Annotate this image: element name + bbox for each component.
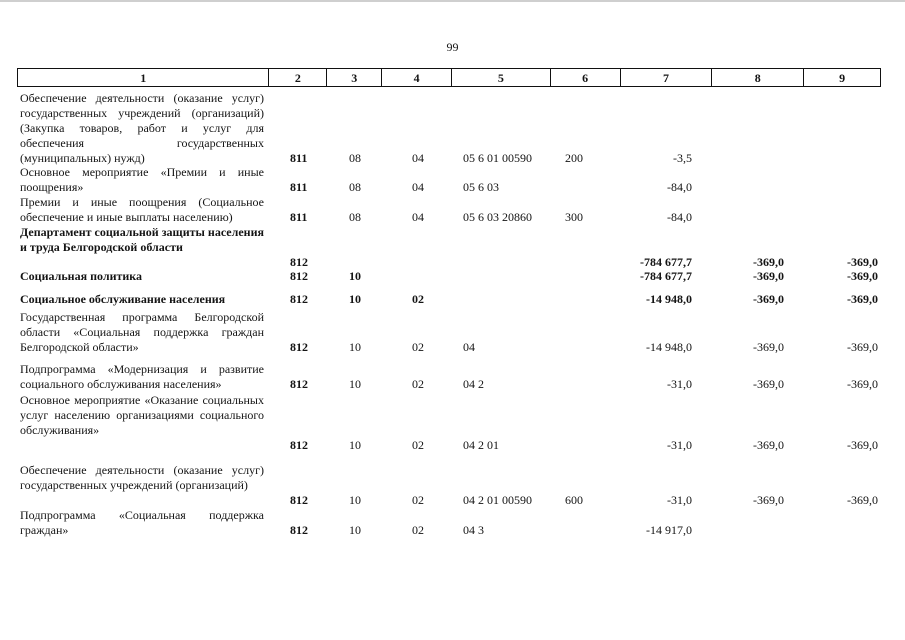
cell-c2: 811 (290, 180, 308, 194)
cell-c3: 08 (349, 180, 361, 194)
header-col-4: 4 (381, 69, 451, 86)
cell-c3: 10 (349, 377, 361, 391)
table-header (17, 68, 881, 87)
cell-c9: -369,0 (847, 493, 878, 507)
table-row (0, 292, 905, 307)
table-row (0, 393, 905, 453)
row-name: Департамент социальной защиты населения и труда Белгородской области (20, 225, 264, 254)
table-row (0, 310, 905, 355)
header-col-7: 7 (620, 69, 712, 86)
table-row (0, 91, 905, 166)
cell-c4: 02 (412, 292, 424, 306)
cell-c2: 812 (290, 340, 308, 354)
cell-c8: -369,0 (753, 255, 784, 269)
cell-c3: 10 (349, 523, 361, 537)
row-name: Подпрограмма «Социальная поддержка граждан» (20, 508, 264, 537)
table-row (0, 508, 905, 538)
table-row (0, 225, 905, 270)
header-col-2: 2 (268, 69, 326, 86)
cell-c8: -369,0 (753, 292, 784, 306)
row-name: Государственная программа Белгородской области «Социальная поддержка граждан Белгородской области» (20, 310, 264, 354)
cell-c6: 300 (565, 210, 583, 224)
table-row (0, 195, 905, 225)
cell-c5: 05 6 03 (463, 180, 499, 194)
cell-c9: -369,0 (847, 269, 878, 283)
cell-c2: 812 (290, 292, 308, 306)
row-name: Обеспечение деятельности (оказание услуг) государственных учреждений (организаций) (20, 463, 264, 492)
header-col-6: 6 (550, 69, 620, 86)
cell-c3: 08 (349, 210, 361, 224)
cell-c5: 04 3 (463, 523, 484, 537)
cell-c7: -84,0 (667, 210, 692, 224)
cell-c8: -369,0 (753, 377, 784, 391)
table-row (0, 463, 905, 508)
cell-c4: 02 (412, 438, 424, 452)
cell-c4: 04 (412, 210, 424, 224)
cell-c4: 04 (412, 151, 424, 165)
cell-c7: -3,5 (673, 151, 692, 165)
cell-c5: 04 2 01 00590 (463, 493, 532, 507)
cell-c6: 200 (565, 151, 583, 165)
cell-c3: 08 (349, 151, 361, 165)
page-top-border (0, 0, 905, 2)
cell-c2: 812 (290, 438, 308, 452)
header-col-5: 5 (451, 69, 550, 86)
row-name: Основное мероприятие «Премии и иные поощрения» (20, 165, 264, 194)
cell-c8: -369,0 (753, 340, 784, 354)
cell-c9: -369,0 (847, 340, 878, 354)
cell-c8: -369,0 (753, 493, 784, 507)
cell-c3: 10 (349, 340, 361, 354)
cell-c7: -84,0 (667, 180, 692, 194)
row-name: Обеспечение деятельности (оказание услуг) государственных учреждений (организаций) (Закупка товаров, работ и услуг для обеспечения государственных (муниципальных) нужд) (20, 91, 264, 165)
header-col-3: 3 (326, 69, 381, 86)
cell-c2: 811 (290, 210, 308, 224)
cell-c7: -14 948,0 (646, 340, 692, 354)
cell-c5: 04 2 01 (463, 438, 499, 452)
table-row (0, 269, 905, 284)
cell-c7: -14 917,0 (646, 523, 692, 537)
cell-c4: 02 (412, 340, 424, 354)
cell-c7: -14 948,0 (646, 292, 692, 306)
cell-c9: -369,0 (847, 377, 878, 391)
cell-c5: 04 2 (463, 377, 484, 391)
row-name: Подпрограмма «Модернизация и развитие социального обслуживания населения» (20, 362, 264, 391)
table-row (0, 165, 905, 195)
header-col-1: 1 (140, 71, 147, 85)
row-name: Основное мероприятие «Оказание социальных услуг населению организациями социального обслуживания» (20, 393, 264, 437)
cell-c4: 02 (412, 523, 424, 537)
cell-c3: 10 (349, 269, 361, 283)
cell-c7: -31,0 (667, 493, 692, 507)
cell-c2: 812 (290, 255, 308, 269)
cell-c5: 05 6 01 00590 (463, 151, 532, 165)
table-row (0, 362, 905, 392)
cell-c2: 812 (290, 269, 308, 283)
row-name: Социальная политика (20, 269, 143, 283)
header-col-8: 8 (711, 69, 803, 86)
cell-c5: 04 (463, 340, 475, 354)
cell-c4: 04 (412, 180, 424, 194)
cell-c7: -784 677,7 (640, 255, 692, 269)
cell-c2: 812 (290, 523, 308, 537)
cell-c4: 02 (412, 377, 424, 391)
cell-c8: -369,0 (753, 438, 784, 452)
cell-c8: -369,0 (753, 269, 784, 283)
cell-c9: -369,0 (847, 255, 878, 269)
row-name: Премии и иные поощрения (Социальное обеспечение и иные выплаты населению) (20, 195, 264, 224)
header-col-9: 9 (803, 69, 880, 86)
cell-c5: 05 6 03 20860 (463, 210, 532, 224)
cell-c4: 02 (412, 493, 424, 507)
cell-c2: 812 (290, 493, 308, 507)
cell-c3: 10 (349, 493, 361, 507)
cell-c6: 600 (565, 493, 583, 507)
page-number: 99 (446, 40, 459, 54)
cell-c2: 811 (290, 151, 308, 165)
cell-c3: 10 (349, 292, 361, 306)
cell-c9: -369,0 (847, 438, 878, 452)
row-name: Социальное обслуживание населения (20, 292, 226, 306)
cell-c2: 812 (290, 377, 308, 391)
cell-c7: -31,0 (667, 438, 692, 452)
cell-c9: -369,0 (847, 292, 878, 306)
cell-c3: 10 (349, 438, 361, 452)
cell-c7: -784 677,7 (640, 269, 692, 283)
cell-c7: -31,0 (667, 377, 692, 391)
